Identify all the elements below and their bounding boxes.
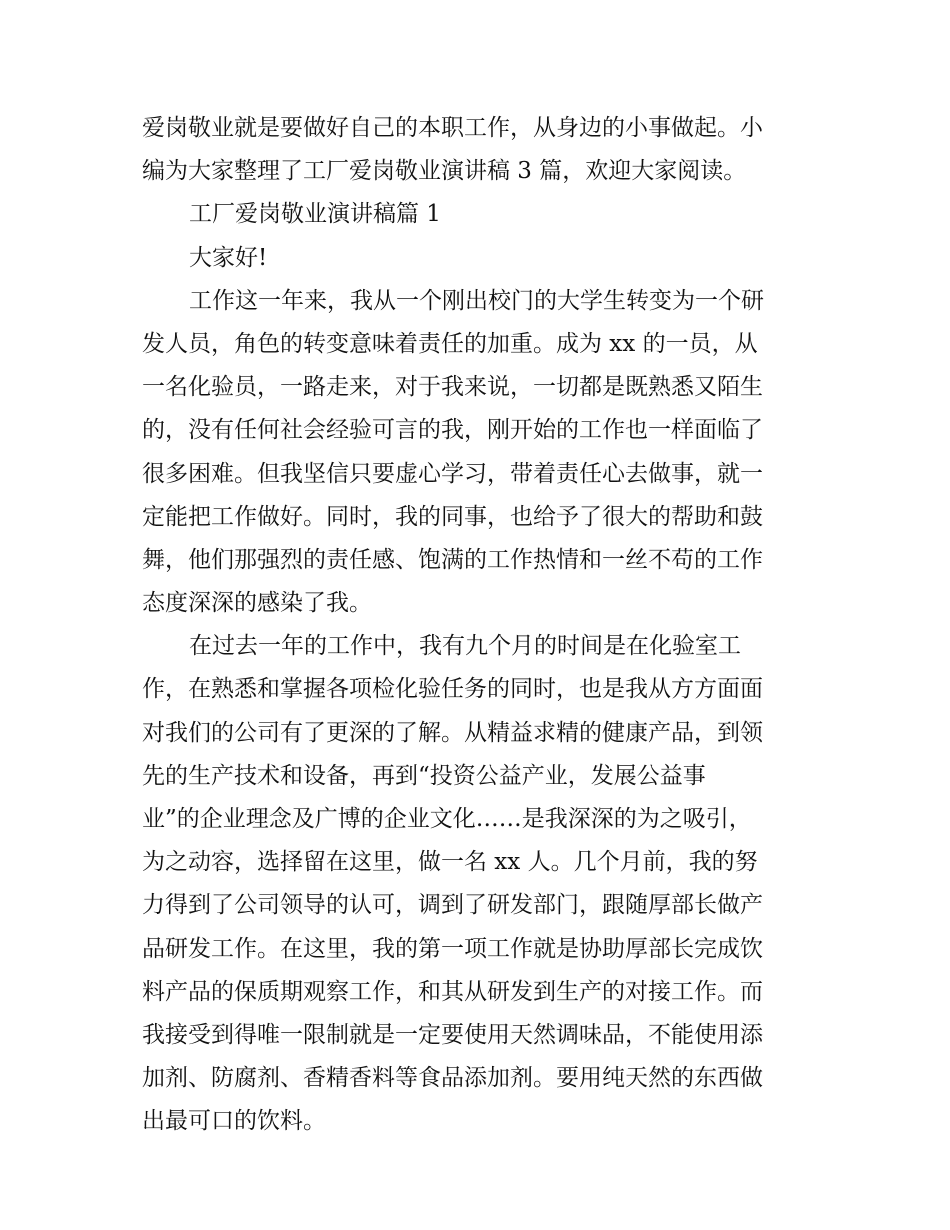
text-line: 在过去一年的工作中，我有九个月的时间是在化验室工 <box>189 633 741 660</box>
text-line: 为之动容，选择留在这里，做一名 xx 人。几个月前，我的努 <box>142 849 758 876</box>
text-line: 很多困难。但我坚信只要虚心学习，带着责任心去做事，就一 <box>142 460 763 487</box>
text-line: 发人员，角色的转变意味着责任的加重。成为 xx 的一员，从 <box>142 330 758 357</box>
text-line: 我接受到得唯一限制就是一定要使用天然调味品，不能使用添 <box>142 1021 763 1048</box>
text-line: 大家好! <box>189 244 268 271</box>
text-line: 态度深深的感染了我。 <box>142 590 372 617</box>
text-line: 编为大家整理了工厂爱岗敬业演讲稿 3 篇，欢迎大家阅读。 <box>142 158 747 185</box>
text-line: 舞，他们那强烈的责任感、饱满的工作热情和一丝不苟的工作 <box>142 546 763 573</box>
text-line: 爱岗敬业就是要做好自己的本职工作，从身边的小事做起。小 <box>142 115 763 141</box>
text-line: 出最可口的饮料。 <box>142 1108 326 1135</box>
text-line: 力得到了公司领导的认可，调到了研发部门，跟随厚部长做产 <box>142 892 763 919</box>
text-line: 业”的企业理念及广博的企业文化……是我深深的为之吸引， <box>142 806 752 832</box>
text-line: 先的生产技术和设备，再到“投资公益产业，发展公益事 <box>142 762 706 789</box>
text-line: 一名化验员，一路走来，对于我来说，一切都是既熟悉又陌生 <box>142 374 763 401</box>
text-line: 定能把工作做好。同时，我的同事，也给予了很大的帮助和鼓 <box>142 503 763 530</box>
text-line: 作，在熟悉和掌握各项检化验任务的同时，也是我从方方面面 <box>142 676 763 703</box>
text-line: 对我们的公司有了更深的了解。从精益求精的健康产品，到领 <box>142 719 763 746</box>
document-body <box>142 107 814 1144</box>
text-line: 工作这一年来，我从一个刚出校门的大学生转变为一个研 <box>189 287 764 314</box>
text-line: 的，没有任何社会经验可言的我，刚开始的工作也一样面临了 <box>142 417 763 444</box>
text-line: 加剂、防腐剂、香精香料等食品添加剂。要用纯天然的东西做 <box>142 1065 763 1092</box>
text-line: 料产品的保质期观察工作，和其从研发到生产的对接工作。而 <box>142 978 763 1005</box>
text-line: 品研发工作。在这里，我的第一项工作就是协助厚部长完成饮 <box>142 935 763 962</box>
text-line: 工厂爱岗敬业演讲稿篇 1 <box>189 201 441 228</box>
